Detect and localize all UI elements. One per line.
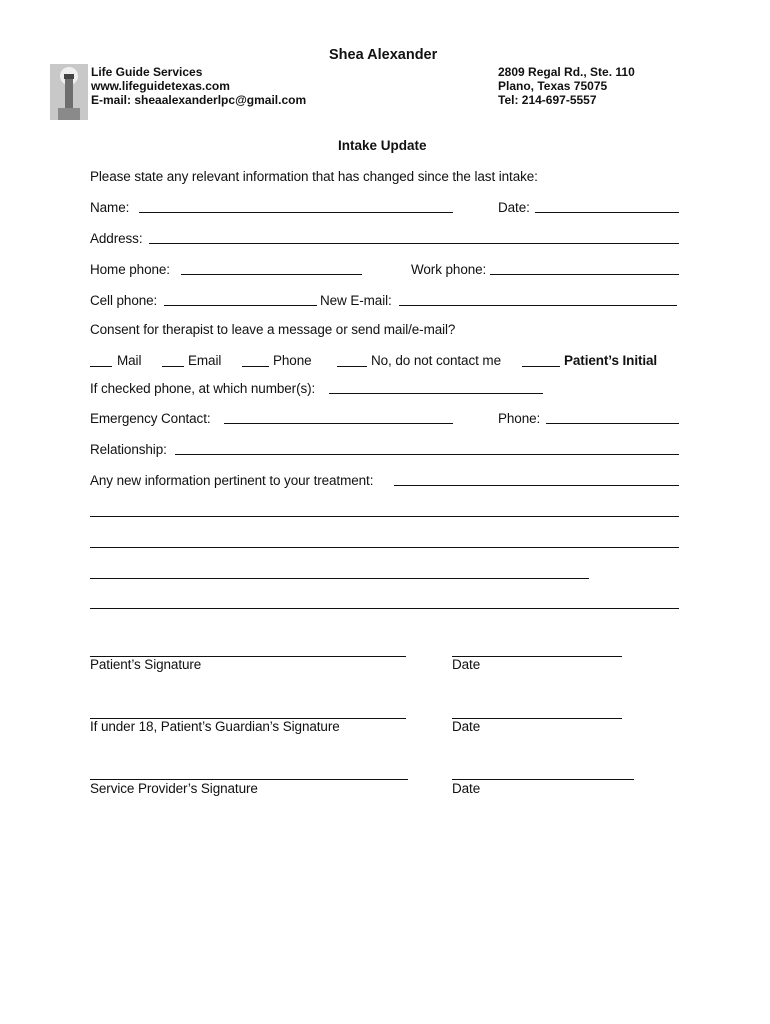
instructions: Please state any relevant information that has changed since the last intake: bbox=[90, 169, 538, 184]
relationship-field[interactable] bbox=[175, 454, 679, 455]
name-field[interactable] bbox=[139, 212, 453, 213]
provider-signature-date-field[interactable] bbox=[452, 779, 634, 780]
emergency-phone-field[interactable] bbox=[546, 423, 679, 424]
home-phone-label: Home phone: bbox=[90, 262, 170, 277]
consent-question: Consent for therapist to leave a message or send mail/e-mail? bbox=[90, 322, 456, 337]
patient-signature-date-label: Date bbox=[452, 657, 481, 672]
new-info-label: Any new information pertinent to your treatment: bbox=[90, 473, 374, 488]
date-field[interactable] bbox=[535, 212, 679, 213]
work-phone-label: Work phone: bbox=[411, 262, 487, 277]
home-phone-field[interactable] bbox=[181, 274, 362, 275]
new-info-field-2[interactable] bbox=[90, 516, 679, 517]
emergency-contact-field[interactable] bbox=[224, 423, 453, 424]
date-label: Date: bbox=[498, 200, 530, 215]
phone-which-label: If checked phone, at which number(s): bbox=[90, 381, 316, 396]
name-label: Name: bbox=[90, 200, 130, 215]
address-field[interactable] bbox=[149, 243, 679, 244]
new-info-field-1[interactable] bbox=[394, 485, 679, 486]
telephone: Tel: 214-697-5557 bbox=[498, 93, 597, 107]
patient-initial-field[interactable] bbox=[522, 366, 560, 367]
no-contact-checkbox[interactable] bbox=[337, 366, 367, 367]
phone-which-field[interactable] bbox=[329, 393, 543, 394]
patient-signature-label: Patient’s Signature bbox=[90, 657, 202, 672]
new-email-field[interactable] bbox=[399, 305, 677, 306]
relationship-label: Relationship: bbox=[90, 442, 167, 457]
provider-signature-field[interactable] bbox=[90, 779, 408, 780]
org-name: Life Guide Services bbox=[91, 65, 203, 79]
address-line-1: 2809 Regal Rd., Ste. 110 bbox=[498, 65, 635, 79]
new-email-label: New E-mail: bbox=[320, 293, 392, 308]
phone-checkbox[interactable] bbox=[242, 366, 269, 367]
mail-checkbox[interactable] bbox=[90, 366, 112, 367]
lighthouse-logo-icon bbox=[50, 64, 88, 120]
cell-phone-label: Cell phone: bbox=[90, 293, 158, 308]
emergency-contact-label: Emergency Contact: bbox=[90, 411, 211, 426]
provider-signature-label: Service Provider’s Signature bbox=[90, 781, 258, 796]
email-option-label: Email bbox=[188, 353, 222, 368]
new-info-field-3[interactable] bbox=[90, 547, 679, 548]
new-info-field-5[interactable] bbox=[90, 608, 679, 609]
provider-name: Shea Alexander bbox=[329, 47, 438, 63]
patient-initial-label: Patient’s Initial bbox=[564, 353, 658, 368]
work-phone-field[interactable] bbox=[490, 274, 679, 275]
address-label: Address: bbox=[90, 231, 143, 246]
website-link[interactable]: www.lifeguidetexas.com bbox=[91, 79, 230, 93]
cell-phone-field[interactable] bbox=[164, 305, 317, 306]
guardian-signature-label: If under 18, Patient’s Guardian’s Signature bbox=[90, 719, 340, 734]
emergency-phone-label: Phone: bbox=[498, 411, 541, 426]
mail-option-label: Mail bbox=[117, 353, 142, 368]
phone-option-label: Phone bbox=[273, 353, 312, 368]
guardian-signature-date-label: Date bbox=[452, 719, 481, 734]
provider-signature-date-label: Date bbox=[452, 781, 481, 796]
form-title: Intake Update bbox=[338, 138, 427, 153]
new-info-field-4[interactable] bbox=[90, 578, 589, 579]
no-contact-option-label: No, do not contact me bbox=[371, 353, 501, 368]
address-line-2: Plano, Texas 75075 bbox=[498, 79, 608, 93]
email-line: E-mail: sheaalexanderlpc@gmail.com bbox=[91, 93, 307, 107]
email-checkbox[interactable] bbox=[162, 366, 184, 367]
